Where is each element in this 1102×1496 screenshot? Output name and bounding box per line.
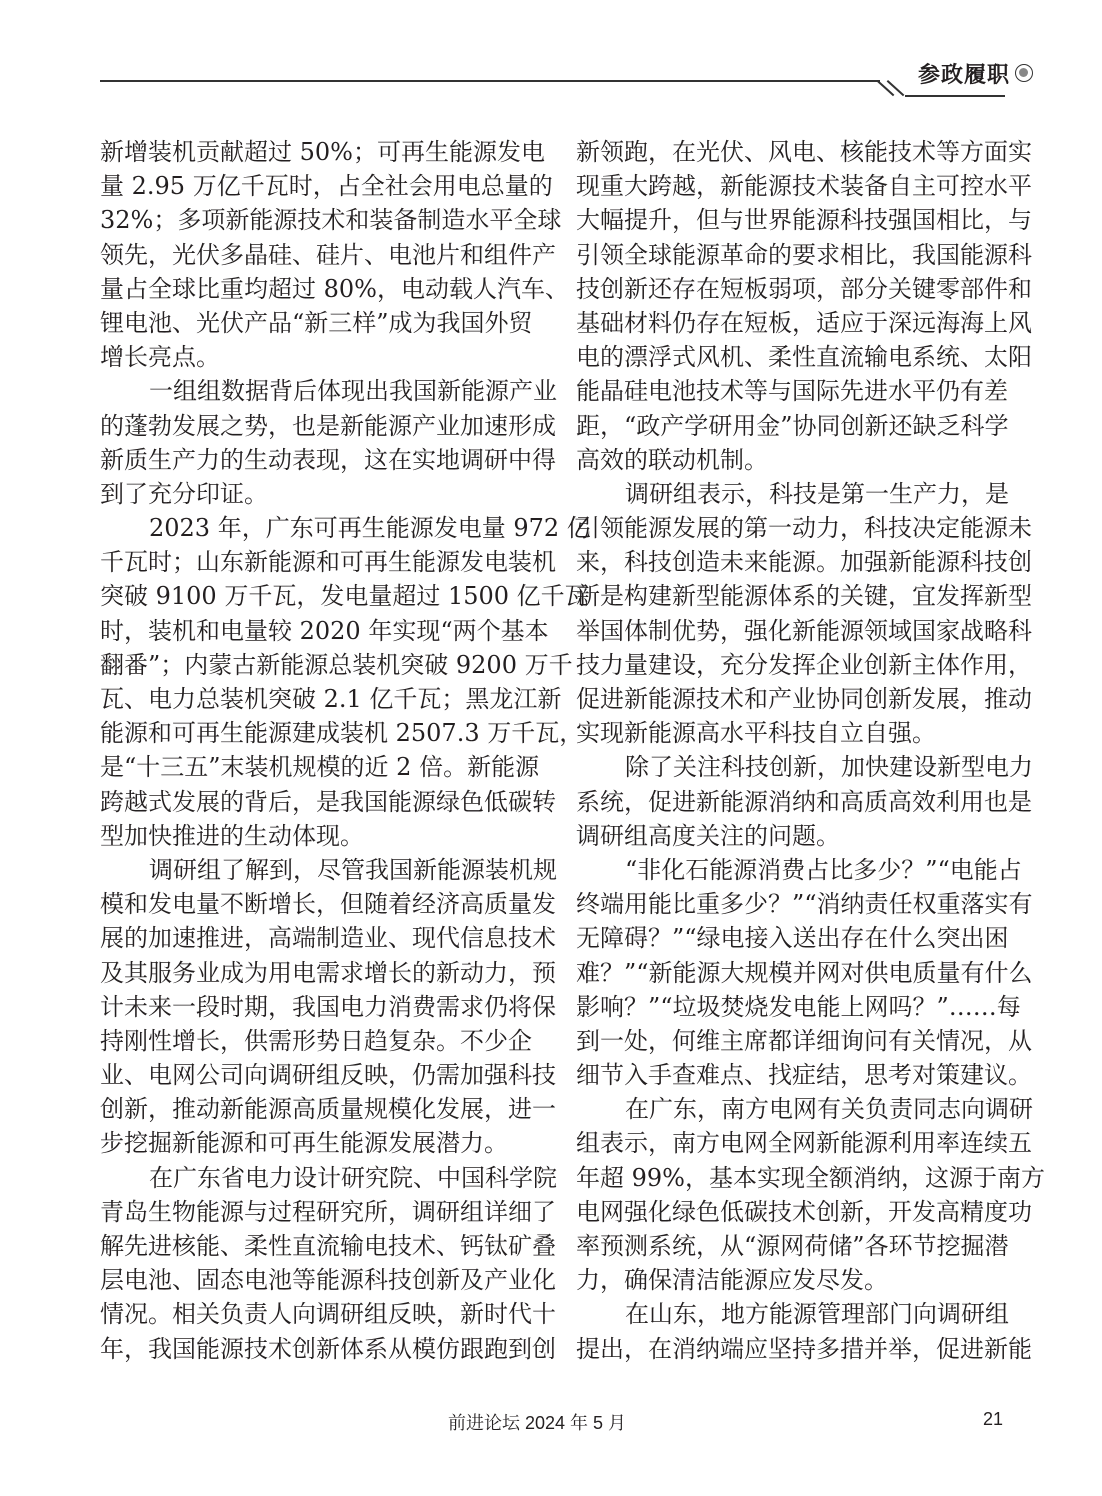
text-line: 是“十三五”末装机规模的近 2 倍。新能源 (100, 753, 540, 782)
text-line: 组表示，南方电网全网新能源利用率连续五 (576, 1129, 1032, 1158)
text-line: 千瓦时；山东新能源和可再生能源发电装机 (100, 548, 556, 577)
paragraph (576, 135, 1032, 477)
text-line: 新增装机贡献超过 50%；可再生能源发电 (100, 138, 545, 166)
text-line: 高效的联动机制。 (576, 445, 768, 474)
text-line: 情况。相关负责人向调研组反映，新时代十 (100, 1300, 556, 1329)
text-line: 在广东省电力设计研究院、中国科学院 (149, 1163, 557, 1192)
text-line: 电的漂浮式风机、柔性直流输电系统、太阳 (576, 343, 1032, 372)
text-line: 领先，光伏多晶硅、硅片、电池片和组件产 (100, 240, 556, 269)
text-line: 年超 99%，基本实现全额消纳，这源于南方 (576, 1163, 1045, 1192)
text-line: 解先进核能、柔性直流输电技术、钙钛矿叠 (100, 1232, 556, 1260)
text-line: 32%；多项新能源技术和装备制造水平全球 (100, 206, 562, 235)
left-column (100, 135, 591, 1366)
text-line: 锂电池、光伏产品“新三样”成为我国外贸 (100, 308, 533, 337)
text-line: 到了充分印证。 (100, 479, 268, 508)
text-line: 步挖掘新能源和可再生能源发展潜力。 (100, 1129, 508, 1158)
text-line: 一组组数据背后体现出我国新能源产业 (149, 377, 557, 406)
paragraph (576, 477, 1032, 751)
paragraph (576, 1092, 1045, 1297)
text-line: 在山东，地方能源管理部门向调研组 (625, 1300, 1009, 1329)
text-line: 持刚性增长，供需形势日趋复杂。不少企 (100, 1026, 532, 1055)
header-rule-diagonal-2 (887, 80, 904, 96)
text-line: 细节入手查难点、找症结，思考对策建议。 (576, 1061, 1032, 1090)
text-line: 距，“政产学研用金”协同创新还缺乏科学 (576, 411, 1009, 440)
text-line: 型加快推进的生动体现。 (100, 821, 364, 850)
text-line: 除了关注科技创新，加快建设新型电力 (625, 753, 1033, 782)
text-line: 技创新还存在短板弱项，部分关键零部件和 (576, 274, 1032, 303)
text-line: 模和发电量不断增长，但随着经济高质量发 (100, 890, 556, 919)
text-line: 的蓬勃发展之势，也是新能源产业加速形成 (100, 411, 556, 440)
text-line: 电网强化绿色低碳技术创新，开发高精度功 (576, 1197, 1032, 1226)
text-line: 能晶硅电池技术等与国际先进水平仍有差 (576, 377, 1008, 406)
text-line: 突破 9100 万千瓦，发电量超过 1500 亿千瓦 (100, 582, 589, 611)
text-line: 技力量建设，充分发挥企业创新主体作用， (576, 650, 1032, 679)
text-line: 新领跑，在光伏、风电、核能技术等方面实 (576, 138, 1032, 166)
text-line: 层电池、固态电池等能源科技创新及产业化 (100, 1266, 556, 1295)
paragraph (100, 1161, 557, 1366)
text-line: 系统，促进新能源消纳和高质高效利用也是 (576, 787, 1032, 816)
text-line: 来，科技创造未来能源。加强新能源科技创 (576, 548, 1032, 577)
text-line: 大幅提升，但与世界能源科技强国相比，与 (576, 206, 1032, 235)
text-line: 引领全球能源革命的要求相比，我国能源科 (576, 240, 1032, 269)
header-rule (100, 80, 880, 82)
text-line: 新是构建新型能源体系的关键，宜发挥新型 (576, 582, 1032, 611)
text-line: 展的加速推进，高端制造业、现代信息技术 (100, 924, 556, 953)
text-line: 提出，在消纳端应坚持多措并举，促进新能 (576, 1334, 1032, 1363)
text-line: 影响？”“垃圾焚烧发电能上网吗？”……每 (576, 992, 1021, 1021)
paragraph (576, 750, 1033, 853)
text-line: 创新，推动新能源高质量规模化发展，进一 (100, 1095, 556, 1124)
paragraph (576, 853, 1033, 1092)
text-line: 力，确保清洁能源应发尽发。 (576, 1266, 888, 1295)
text-line: 率预测系统，从“源网荷储”各环节挖掘潜 (576, 1232, 1009, 1260)
text-line: 新质生产力的生动表现，这在实地调研中得 (100, 445, 556, 474)
text-line: 跨越式发展的背后，是我国能源绿色低碳转 (100, 787, 556, 816)
text-line: 时，装机和电量较 2020 年实现“两个基本 (100, 616, 549, 645)
section-title: 参政履职 (918, 62, 1011, 88)
text-line: 调研组高度关注的问题。 (576, 821, 840, 850)
text-line: 量 2.95 万亿千瓦时，占全社会用电总量的 (100, 172, 553, 201)
text-line: 业、电网公司向调研组反映，仍需加强科技 (100, 1061, 556, 1090)
text-line: 基础材料仍存在短板，适应于深远海海上风 (576, 308, 1032, 337)
paragraph (100, 135, 569, 374)
text-line: 及其服务业成为用电需求增长的新动力，预 (100, 958, 556, 987)
paragraph (100, 853, 557, 1161)
text-line: 能源和可再生能源建成装机 2507.3 万千瓦， (100, 719, 584, 748)
text-line: 实现新能源高水平科技自立自强。 (576, 719, 936, 748)
text-line: 终端用能比重多少？”“消纳责任权重落实有 (576, 890, 1033, 919)
text-line: 到一处，何维主席都详细询问有关情况，从 (576, 1026, 1032, 1055)
footer-publication: 前进论坛 (448, 1413, 520, 1433)
text-line: 举国体制优势，强化新能源领域国家战略科 (576, 616, 1032, 645)
text-line: 现重大跨越，新能源技术装备自主可控水平 (576, 172, 1032, 201)
text-line: 翻番”；内蒙古新能源总装机突破 9200 万千 (100, 650, 573, 679)
header-rule-lower (905, 95, 1005, 97)
text-line: 调研组了解到，尽管我国新能源装机规 (149, 855, 557, 884)
text-line: 青岛生物能源与过程研究所，调研组详细了 (100, 1197, 556, 1226)
text-line: 量占全球比重均超过 80%，电动载人汽车、 (100, 274, 569, 303)
footer-page-number: 21 (983, 1409, 1004, 1429)
text-line: 无障碍？”“绿电接入送出存在什么突出困 (576, 924, 1009, 953)
text-line: 计未来一段时期，我国电力消费需求仍将保 (100, 992, 556, 1021)
footer-issue-date: 2024 年 5 月 (525, 1413, 627, 1433)
text-line: 增长亮点。 (100, 343, 220, 372)
text-line: “非化石能源消费占比多少？”“电能占 (625, 855, 1022, 884)
paragraph (100, 511, 591, 853)
text-line: 在广东，南方电网有关负责同志向调研 (625, 1095, 1033, 1124)
text-line: 2023 年，广东可再生能源发电量 972 亿 (149, 514, 591, 543)
text-line: 年，我国能源技术创新体系从模仿跟跑到创 (100, 1334, 556, 1363)
paragraph (100, 374, 557, 511)
right-column (576, 135, 1045, 1366)
circle-dot-icon (1015, 64, 1033, 82)
text-line: 瓦、电力总装机突破 2.1 亿千瓦；黑龙江新 (100, 685, 562, 713)
paragraph (576, 1297, 1032, 1365)
text-line: 促进新能源技术和产业协同创新发展，推动 (576, 685, 1032, 713)
text-line: 难？”“新能源大规模并网对供电质量有什么 (576, 958, 1033, 987)
text-line: 调研组表示，科技是第一生产力，是 (625, 479, 1009, 508)
text-line: 引领能源发展的第一动力，科技决定能源未 (576, 514, 1032, 543)
